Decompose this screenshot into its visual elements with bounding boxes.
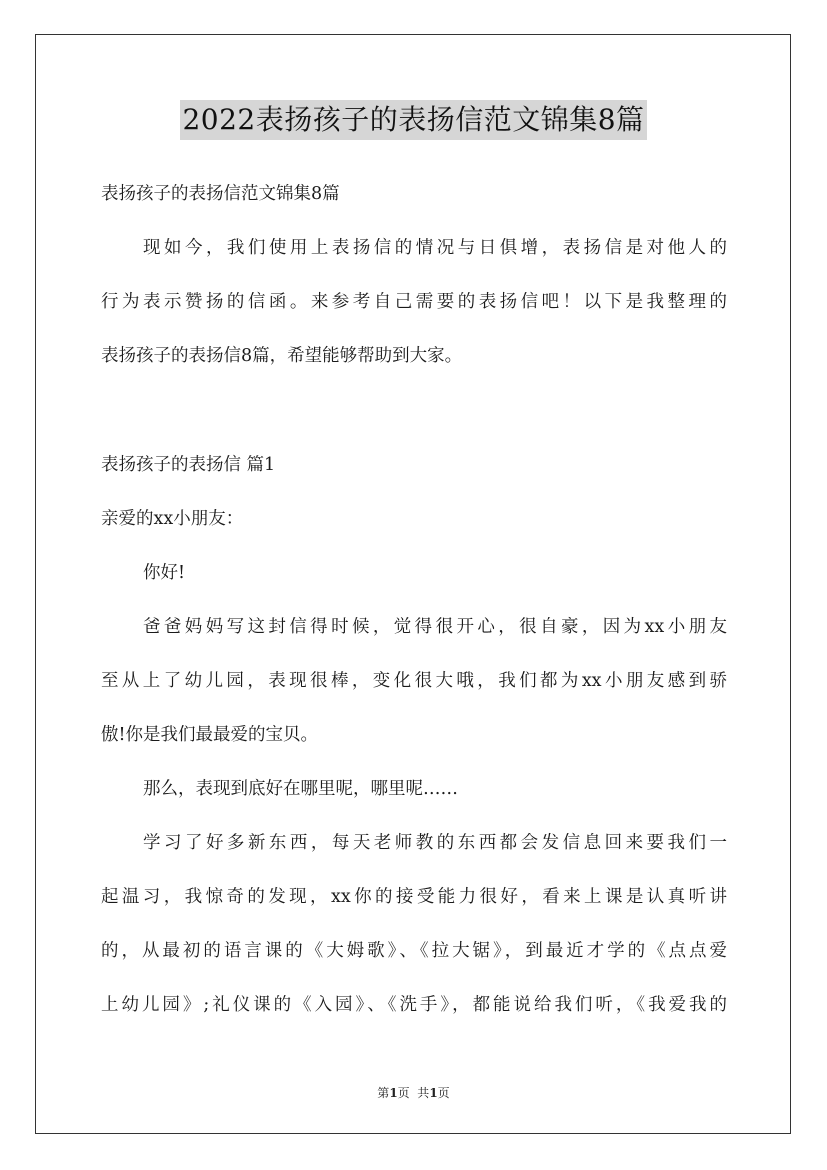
paragraph3-line-1: 学习了好多新东西，每天老师教的东西都会发信息回来要我们一 <box>143 833 727 853</box>
footer-page-mid: 页 共 <box>397 1086 430 1100</box>
title-container <box>0 100 827 140</box>
paragraph3-line-3: 的，从最初的语言课的《大姆歌》、《拉大锯》，到最近才学的《点点爱 <box>101 941 727 961</box>
footer-page-suffix: 页 <box>437 1086 450 1100</box>
paragraph3-line-2: 起温习，我惊奇的发现，xx你的接受能力很好，看来上课是认真听讲 <box>101 887 727 907</box>
letter-salutation: 亲爱的xx小朋友： <box>101 509 244 529</box>
footer-page-prefix: 第 <box>377 1086 390 1100</box>
paragraph1-line-1: 爸爸妈妈写这封信得时候，觉得很开心，很自豪，因为xx小朋友 <box>143 617 727 637</box>
letter-greeting: 你好! <box>143 563 186 583</box>
paragraph1-line-3: 傲!你是我们最最爱的宝贝。 <box>101 725 319 745</box>
footer-page-current: 1 <box>389 1086 398 1100</box>
intro-line-2: 行为表示赞扬的信函。来参考自己需要的表扬信吧！以下是我整理的 <box>101 292 727 312</box>
section-heading: 表扬孩子的表扬信 篇1 <box>101 455 276 475</box>
paragraph1-line-2: 至从上了幼儿园，表现很棒，变化很大哦，我们都为xx小朋友感到骄 <box>101 671 727 691</box>
intro-line-1: 现如今，我们使用上表扬信的情况与日俱增，表扬信是对他人的 <box>143 238 727 258</box>
page-footer <box>0 1085 827 1101</box>
intro-line-3: 表扬孩子的表扬信8篇，希望能够帮助到大家。 <box>101 346 463 366</box>
paragraph3-line-4: 上幼儿园》;礼仪课的《入园》、《洗手》，都能说给我们听，《我爱我的 <box>101 995 727 1015</box>
footer-page-total: 1 <box>429 1086 438 1100</box>
paragraph2-line-1: 那么，表现到底好在哪里呢，哪里呢…… <box>143 779 458 799</box>
document-subtitle: 表扬孩子的表扬信范文锦集8篇 <box>101 184 340 204</box>
document-title: 2022表扬孩子的表扬信范文锦集8篇 <box>180 100 646 140</box>
